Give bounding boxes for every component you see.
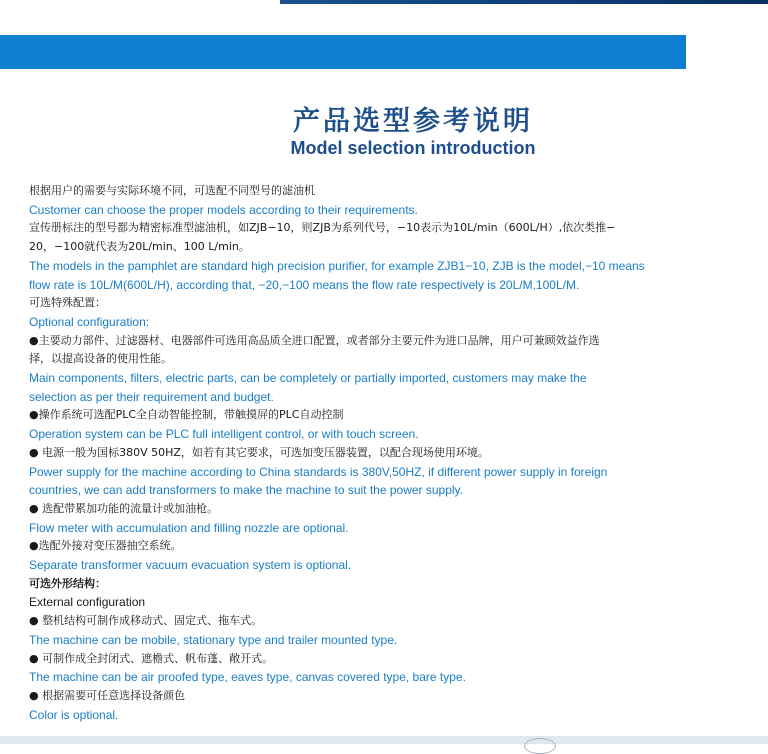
section-heading-external-cn: 可选外形结构： xyxy=(29,576,106,590)
text-line-en: The machine can be mobile, stationary type and trailer mounted type. xyxy=(29,632,398,647)
text-line-en: Color is optional. xyxy=(29,707,119,722)
bullet-line-cn: ● 选配带累加功能的流量计或加油枪。 xyxy=(29,501,219,515)
text-line-en: Power supply for the machine according to China standards is 380V,50HZ, if different power supply in foreign xyxy=(29,464,608,479)
text-line-cn: 宣传册标注的型号都为精密标准型滤油机，如ZJB−10，则ZJB为系列代号，−10表示为10L/min（600L/H）,依次类推− xyxy=(29,221,616,235)
text-line-en: Main components, filters, electric parts, can be completely or partially imported, customers may make the xyxy=(29,371,587,386)
footer-band xyxy=(0,736,768,744)
bullet-line-cn: ● 电源一般为国标380V 50HZ，如若有其它要求，可选加变压器装置，以配合现场使用环境。 xyxy=(29,445,489,459)
bullet-line-cn: ●选配外接对变压器抽空系统。 xyxy=(29,539,182,553)
bullet-line-cn: ● 整机结构可制作成移动式、固定式、拖车式。 xyxy=(29,614,263,628)
text-line-en: Operation system can be PLC full intelligent control, or with touch screen. xyxy=(29,427,419,442)
section-heading-external-en: External configuration xyxy=(29,595,146,610)
text-line-en: Customer can choose the proper models according to their requirements. xyxy=(29,202,418,217)
content-body xyxy=(29,182,709,724)
section-heading-optional-en: Optional configuration: xyxy=(29,314,150,329)
header-blue-band xyxy=(0,35,686,69)
bullet-line-cn: ● 根据需要可任意选择设备颜色 xyxy=(29,688,186,702)
footer-decoration xyxy=(524,738,556,754)
text-line-en: The models in the pamphlet are standard high precision purifier, for example ZJB1−10, ZJB is the model,−10 means xyxy=(29,258,645,273)
text-line-en: countries, we can add transformers to make the machine to suit the power supply. xyxy=(29,483,463,498)
text-line-en: selection as per their requirement and budget. xyxy=(29,389,274,404)
bullet-line-cn: ●操作系统可选配PLC全自动智能控制，带触摸屏的PLC自动控制 xyxy=(29,408,344,422)
top-accent-stripe xyxy=(280,0,768,4)
text-line-en: flow rate is 10L/M(600L/H), according that, −20,−100 means the flow rate respectively is 20L/M,100L/M. xyxy=(29,277,580,292)
text-line-en: The machine can be air proofed type, eaves type, canvas covered type, bare type. xyxy=(29,670,466,685)
text-line-en: Separate transformer vacuum evacuation system is optional. xyxy=(29,558,352,573)
text-line-cn: 20，−100就代表为20L/min、100 L/min。 xyxy=(29,240,250,254)
bullet-line-cn: ● 可制作成全封闭式、遮檐式、帆布蓬、敞开式。 xyxy=(29,651,274,665)
text-line-en: Flow meter with accumulation and filling nozzle are optional. xyxy=(29,520,349,535)
text-line-cn: 择，以提高设备的使用性能。 xyxy=(29,352,172,366)
section-heading-optional-cn: 可选特殊配置： xyxy=(29,296,106,310)
page-title-english: Model selection introduction xyxy=(290,138,536,158)
text-line-cn: 根据用户的需要与实际环境不同，可选配不同型号的滤油机 xyxy=(29,184,315,197)
bullet-line-cn: ●主要动力部件、过滤器材、电器部件可选用高品质全进口配置，或者部分主要元件为进口品牌，用户可兼顾效益作选 xyxy=(29,333,600,347)
page-title-chinese: 产品选型参考说明 xyxy=(293,106,533,137)
